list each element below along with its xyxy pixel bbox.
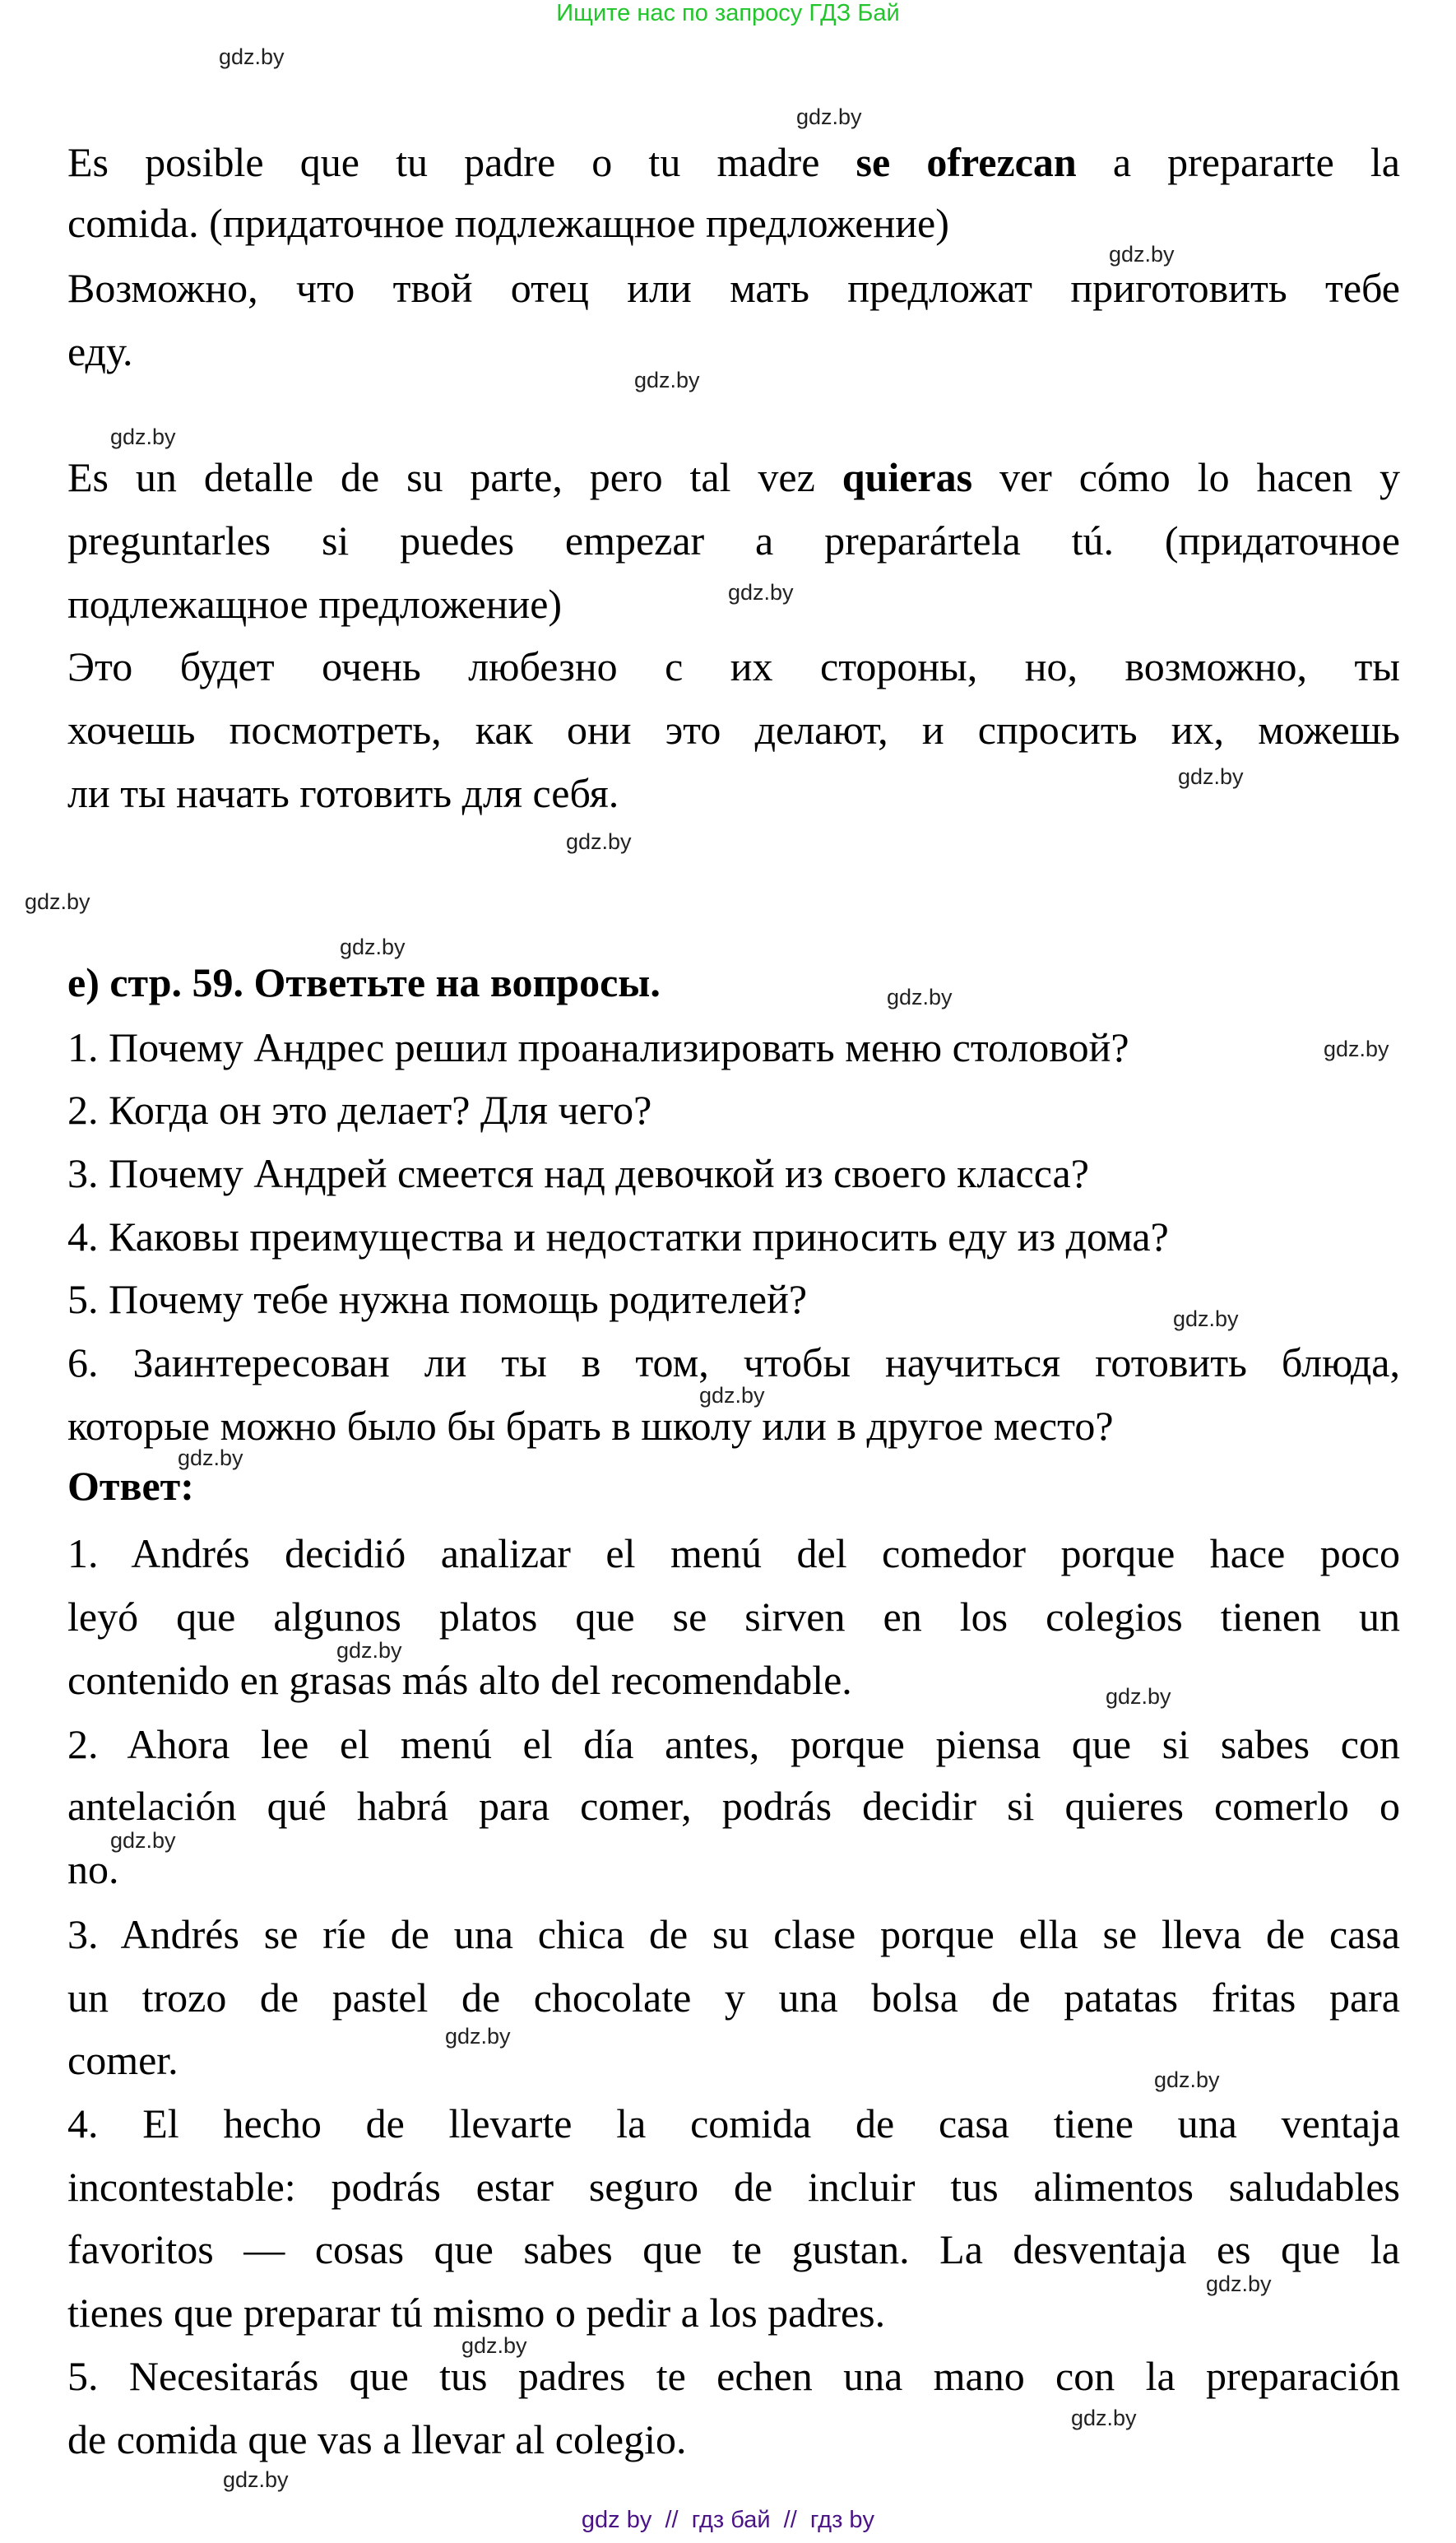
spanish-sentence-2-line: подлежащное предложение) — [67, 581, 563, 627]
spanish-sentence-1-line — [67, 137, 1400, 187]
spanish-sentence-2-line — [67, 452, 1400, 502]
watermark: gdz.by — [796, 104, 862, 129]
translation-2-line: хочешь посмотреть, как они это делают, и спросить их, можешь — [67, 707, 1400, 753]
answer-line: 4. El hecho de llevarte la comida de casa tiene una ventaja — [67, 2100, 1400, 2146]
watermark: gdz.by — [699, 1383, 765, 1408]
question-item: 3. Почему Андрей смеется над девочкой из своего класса? — [67, 1150, 1089, 1196]
watermark: gdz.by — [634, 368, 700, 392]
spanish-sentence-2-line: preguntarles si puedes empezar a preparártela tú. (придаточное — [67, 517, 1400, 564]
question-item: 2. Когда он это делает? Для чего? — [67, 1087, 652, 1133]
watermark: gdz.by — [1206, 2272, 1272, 2296]
text-span: ver cómo lo hacen y — [972, 454, 1400, 500]
watermark: gdz.by — [110, 425, 176, 449]
answer-line: 2. Ahora lee el menú el día antes, porque piensa que si sabes con — [67, 1721, 1400, 1767]
translation-2-line: ли ты начать готовить для себя. — [67, 770, 619, 816]
answer-line: favoritos — cosas que sabes que te gustan. La desventaja es que la — [67, 2226, 1400, 2272]
translation-1-line: Возможно, что твой отец или мать предложат приготовить тебе — [67, 265, 1400, 311]
answer-line: no. — [67, 1846, 119, 1892]
highlighted-verb: se ofrezcan — [856, 139, 1077, 185]
text-span: Es posible que tu padre o tu madre — [67, 139, 856, 185]
watermark: gdz.by — [1324, 1037, 1389, 1061]
search-hint-banner: Ищите нас по запросу ГДЗ Бай — [556, 0, 900, 26]
answer-line: leyó que algunos platos que se sirven en los colegios tienen un — [67, 1594, 1400, 1640]
answer-line: tienes que preparar tú mismo o pedir a los padres. — [67, 2290, 886, 2336]
watermark: gdz.by — [336, 1638, 402, 1663]
question-item: которые можно было бы брать в школу или в другое место? — [67, 1403, 1114, 1449]
answer-line: 3. Andrés se ríe de una chica de su clase porque ella se lleva de casa — [67, 1911, 1400, 1957]
watermark: gdz.by — [728, 580, 794, 605]
spanish-sentence-1-line: comida. (придаточное подлежащное предложение) — [67, 200, 949, 246]
answer-line: contenido en grasas más alto del recomendable. — [67, 1657, 852, 1703]
question-item: 5. Почему тебе нужна помощь родителей? — [67, 1276, 808, 1322]
answer-line: 5. Necesitarás que tus padres te echen una mano con la preparación — [67, 2353, 1400, 2399]
watermark: gdz.by — [887, 985, 953, 1009]
answer-line: comer. — [67, 2037, 179, 2083]
answer-line: incontestable: podrás estar seguro de incluir tus alimentos saludables — [67, 2164, 1400, 2210]
question-item: 4. Каковы преимущества и недостатки приносить еду из дома? — [67, 1213, 1169, 1260]
watermark: gdz.by — [223, 2467, 289, 2492]
watermark: gdz.by — [1173, 1306, 1239, 1331]
text-span: Es un detalle de su parte, pero tal vez — [67, 454, 842, 500]
watermark: gdz.by — [25, 889, 90, 914]
question-item: 1. Почему Андрес решил проанализировать меню столовой? — [67, 1024, 1129, 1070]
watermark: gdz.by — [1109, 242, 1175, 267]
watermark: gdz.by — [1178, 764, 1244, 789]
watermark: gdz.by — [461, 2333, 527, 2358]
watermark: gdz.by — [219, 44, 285, 69]
text-span: a prepararte la — [1076, 139, 1400, 185]
watermark: gdz.by — [1071, 2406, 1137, 2430]
watermark: gdz.by — [178, 1446, 243, 1470]
translation-2-line: Это будет очень любезно с их стороны, но, возможно, ты — [67, 643, 1400, 689]
watermark: gdz.by — [1154, 2067, 1220, 2092]
translation-1-line: еду. — [67, 328, 133, 374]
answer-label: Ответ: — [67, 1463, 194, 1509]
watermark: gdz.by — [445, 2024, 511, 2049]
watermark: gdz.by — [110, 1828, 176, 1853]
question-item: 6. Заинтересован ли ты в том, чтобы научиться готовить блюда, — [67, 1339, 1400, 1385]
answer-line: de comida que vas a llevar al colegio. — [67, 2416, 687, 2462]
answer-line: antelación qué habrá para comer, podrás decidir si quieres comerlo o — [67, 1783, 1400, 1829]
watermark: gdz.by — [340, 935, 406, 959]
section-heading: е) стр. 59. Ответьте на вопросы. — [67, 959, 661, 1005]
answer-line: 1. Andrés decidió analizar el menú del comedor porque hace poco — [67, 1530, 1400, 1576]
answer-line: un trozo de pastel de chocolate y una bolsa de patatas fritas para — [67, 1975, 1400, 2021]
watermark: gdz.by — [566, 829, 632, 854]
watermark: gdz.by — [1106, 1684, 1171, 1709]
footer-site-links: gdz by // гдз бай // гдз by — [581, 2507, 875, 2533]
highlighted-verb: quieras — [842, 454, 973, 500]
